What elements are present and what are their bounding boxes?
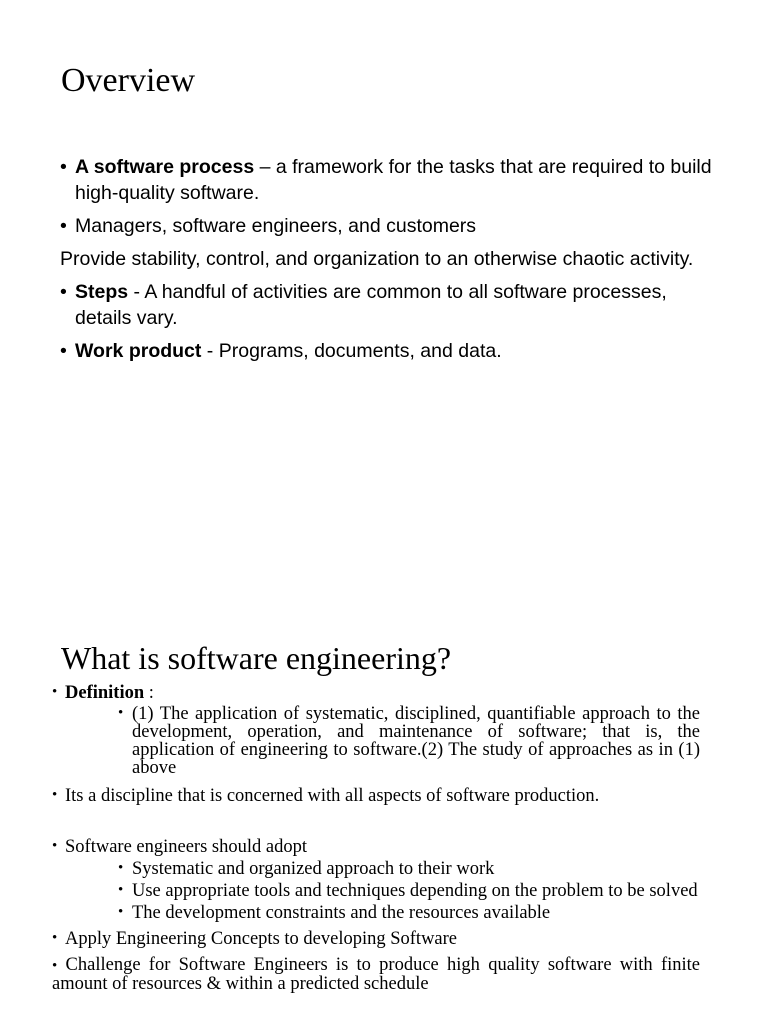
bullet-icon: •: [118, 904, 124, 920]
bullet-adopt: [52, 838, 700, 856]
bullet-software-process: [60, 154, 720, 206]
sub-bullet-adopt-2: [52, 882, 700, 900]
term-description: – a framework for the tasks that are required to build high-quality software.: [75, 156, 712, 204]
bullet-icon: •: [60, 215, 67, 237]
bullet-text: Managers, software engineers, and customers: [75, 215, 477, 237]
slide-title: What is software engineering?: [61, 640, 452, 676]
term-label: Steps: [75, 281, 129, 303]
bullet-icon: •: [52, 787, 58, 803]
bullet-icon: •: [60, 340, 67, 362]
sub-bullet-adopt-3: [52, 904, 700, 922]
paragraph-stability: Provide stability, control, and organization to an otherwise chaotic activity.: [60, 248, 694, 270]
sub-bullet-adopt-1: [52, 860, 700, 878]
bullet-text: Software engineers should adopt: [65, 837, 307, 857]
bullet-icon: •: [118, 882, 124, 898]
term-label: Work product: [75, 340, 202, 362]
term-description: - Programs, documents, and data.: [201, 340, 502, 362]
term-label: A software process: [75, 156, 255, 178]
bullet-icon: •: [52, 958, 58, 974]
bullet-text: Challenge for Software Engineers is to produce high quality software with finite amount of resources & within a predicted schedule: [52, 955, 700, 994]
slide-body: [60, 154, 720, 371]
slide-what-is-se: [0, 612, 768, 1024]
bullet-steps: [60, 279, 720, 331]
sub-bullet-text: The development constraints and the resources available: [132, 903, 551, 923]
bullet-icon: •: [60, 281, 67, 303]
bullet-text: Its a discipline that is concerned with all aspects of software production.: [65, 786, 600, 806]
bullet-definition: [52, 684, 700, 702]
definition-colon: :: [144, 683, 154, 703]
bullet-icon: •: [52, 838, 58, 854]
term-description: - A handful of activities are common to all software processes, details vary.: [75, 281, 667, 329]
bullet-challenge: [52, 956, 700, 993]
bullet-discipline: [52, 787, 700, 805]
slide-body: [52, 684, 700, 993]
sub-bullet-text: Systematic and organized approach to their work: [132, 859, 495, 879]
bullet-icon: •: [118, 860, 124, 876]
definition-label: Definition: [65, 683, 145, 703]
bullet-icon: •: [52, 930, 58, 946]
definition-text: (1) The application of systematic, disciplined, quantifiable approach to the development, operation, and maintenance of software; that is, the application of engineering to software.(2) The study of approaches as in (1) above: [132, 704, 700, 778]
sub-bullet-text: Use appropriate tools and techniques depending on the problem to be solved: [132, 881, 698, 901]
bullet-work-product: [60, 338, 720, 364]
bullet-icon: •: [52, 684, 58, 700]
slide-title: Overview: [61, 62, 196, 99]
bullet-icon: •: [60, 156, 67, 178]
bullet-apply: [52, 930, 700, 948]
bullet-text: Apply Engineering Concepts to developing Software: [65, 929, 458, 949]
bullet-stakeholders: [60, 213, 720, 239]
sub-bullet-definition-text: [52, 705, 700, 777]
bullet-icon: •: [118, 705, 124, 721]
